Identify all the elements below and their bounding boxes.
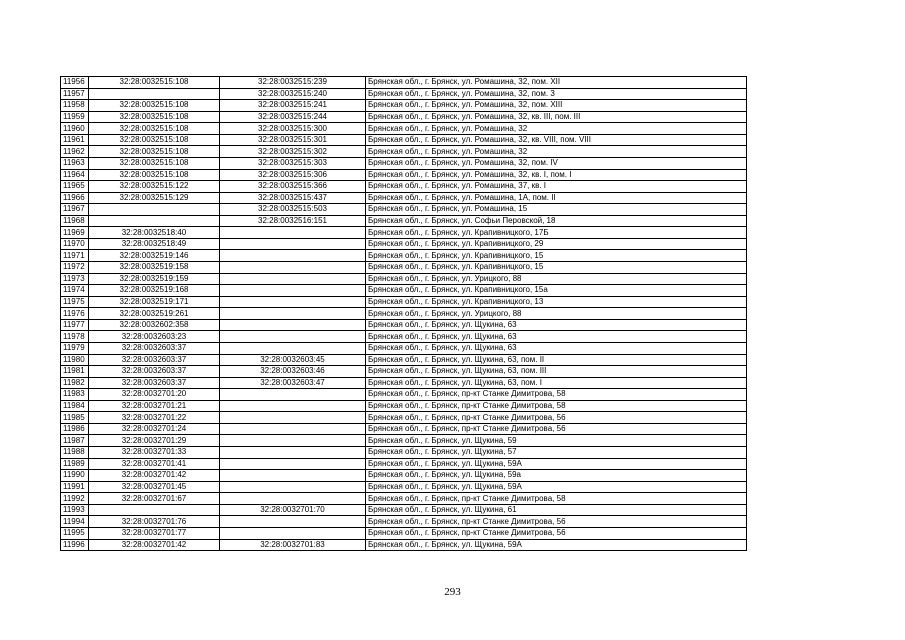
address-cell: Брянская обл., г. Брянск, ул. Крапивницкого, 15	[366, 250, 747, 262]
land-cadastral-number-cell: 32:28:0032603:37	[89, 377, 220, 389]
land-cadastral-number-cell: 32:28:0032515:108	[89, 100, 220, 112]
land-cadastral-number-cell: 32:28:0032519:171	[89, 296, 220, 308]
row-number-cell: 11963	[61, 157, 89, 169]
address-cell: Брянская обл., г. Брянск, ул. Софьи Перовской, 18	[366, 215, 747, 227]
address-cell: Брянская обл., г. Брянск, ул. Крапивницкого, 15а	[366, 285, 747, 297]
table-row	[61, 100, 747, 112]
land-cadastral-number-cell	[89, 88, 220, 100]
row-number-cell: 11996	[61, 539, 89, 551]
table-row	[61, 400, 747, 412]
row-number-cell: 11994	[61, 516, 89, 528]
object-cadastral-number-cell	[220, 331, 366, 343]
land-cadastral-number-cell	[89, 204, 220, 216]
row-number-cell: 11971	[61, 250, 89, 262]
row-number-cell: 11976	[61, 308, 89, 320]
row-number-cell: 11960	[61, 123, 89, 135]
object-cadastral-number-cell	[220, 319, 366, 331]
object-cadastral-number-cell	[220, 470, 366, 482]
table-row	[61, 412, 747, 424]
address-cell: Брянская обл., г. Брянск, ул. Щукина, 63	[366, 331, 747, 343]
object-cadastral-number-cell	[220, 273, 366, 285]
object-cadastral-number-cell: 32:28:0032515:240	[220, 88, 366, 100]
land-cadastral-number-cell: 32:28:0032701:21	[89, 400, 220, 412]
cadastral-table-body	[61, 77, 747, 551]
table-row	[61, 481, 747, 493]
land-cadastral-number-cell: 32:28:0032701:42	[89, 539, 220, 551]
address-cell: Брянская обл., г. Брянск, ул. Щукина, 61	[366, 504, 747, 516]
table-row	[61, 366, 747, 378]
table-row	[61, 134, 747, 146]
table-row	[61, 458, 747, 470]
table-row	[61, 527, 747, 539]
address-cell: Брянская обл., г. Брянск, ул. Ромашина, 15	[366, 204, 747, 216]
object-cadastral-number-cell	[220, 296, 366, 308]
row-number-cell: 11973	[61, 273, 89, 285]
address-cell: Брянская обл., г. Брянск, пр-кт Станке Димитрова, 56	[366, 423, 747, 435]
table-row	[61, 470, 747, 482]
address-cell: Брянская обл., г. Брянск, ул. Ромашина, 32	[366, 146, 747, 158]
address-cell: Брянская обл., г. Брянск, ул. Щукина, 63	[366, 342, 747, 354]
address-cell: Брянская обл., г. Брянск, ул. Крапивницкого, 13	[366, 296, 747, 308]
row-number-cell: 11959	[61, 111, 89, 123]
address-cell: Брянская обл., г. Брянск, ул. Щукина, 57	[366, 447, 747, 459]
row-number-cell: 11978	[61, 331, 89, 343]
table-row	[61, 539, 747, 551]
land-cadastral-number-cell: 32:28:0032701:42	[89, 470, 220, 482]
table-row	[61, 354, 747, 366]
land-cadastral-number-cell: 32:28:0032518:49	[89, 238, 220, 250]
object-cadastral-number-cell	[220, 447, 366, 459]
address-cell: Брянская обл., г. Брянск, ул. Крапивницкого, 29	[366, 238, 747, 250]
table-row	[61, 146, 747, 158]
table-row	[61, 123, 747, 135]
land-cadastral-number-cell: 32:28:0032603:23	[89, 331, 220, 343]
land-cadastral-number-cell: 32:28:0032701:29	[89, 435, 220, 447]
object-cadastral-number-cell	[220, 481, 366, 493]
address-cell: Брянская обл., г. Брянск, ул. Щукина, 63	[366, 319, 747, 331]
table-row	[61, 181, 747, 193]
address-cell: Брянская обл., г. Брянск, ул. Урицкого, 88	[366, 273, 747, 285]
object-cadastral-number-cell: 32:28:0032515:300	[220, 123, 366, 135]
row-number-cell: 11990	[61, 470, 89, 482]
address-cell: Брянская обл., г. Брянск, ул. Ромашина, 32, кв. I, пом. I	[366, 169, 747, 181]
table-row	[61, 88, 747, 100]
object-cadastral-number-cell: 32:28:0032515:302	[220, 146, 366, 158]
object-cadastral-number-cell: 32:28:0032515:306	[220, 169, 366, 181]
table-row	[61, 516, 747, 528]
table-row	[61, 331, 747, 343]
land-cadastral-number-cell: 32:28:0032701:77	[89, 527, 220, 539]
object-cadastral-number-cell: 32:28:0032515:244	[220, 111, 366, 123]
object-cadastral-number-cell	[220, 412, 366, 424]
address-cell: Брянская обл., г. Брянск, ул. Щукина, 59	[366, 435, 747, 447]
object-cadastral-number-cell: 32:28:0032603:47	[220, 377, 366, 389]
object-cadastral-number-cell	[220, 342, 366, 354]
address-cell: Брянская обл., г. Брянск, ул. Крапивницкого, 15	[366, 262, 747, 274]
object-cadastral-number-cell	[220, 423, 366, 435]
address-cell: Брянская обл., г. Брянск, ул. Щукина, 59А	[366, 539, 747, 551]
row-number-cell: 11993	[61, 504, 89, 516]
row-number-cell: 11983	[61, 389, 89, 401]
row-number-cell: 11977	[61, 319, 89, 331]
row-number-cell: 11989	[61, 458, 89, 470]
object-cadastral-number-cell: 32:28:0032515:241	[220, 100, 366, 112]
table-row	[61, 227, 747, 239]
row-number-cell: 11961	[61, 134, 89, 146]
address-cell: Брянская обл., г. Брянск, ул. Щукина, 59а	[366, 470, 747, 482]
land-cadastral-number-cell: 32:28:0032515:108	[89, 169, 220, 181]
address-cell: Брянская обл., г. Брянск, ул. Ромашина, 32	[366, 123, 747, 135]
table-row	[61, 447, 747, 459]
object-cadastral-number-cell: 32:28:0032515:303	[220, 157, 366, 169]
object-cadastral-number-cell: 32:28:0032603:46	[220, 366, 366, 378]
address-cell: Брянская обл., г. Брянск, ул. Щукина, 59А	[366, 458, 747, 470]
table-row	[61, 192, 747, 204]
table-row	[61, 389, 747, 401]
address-cell: Брянская обл., г. Брянск, ул. Урицкого, 88	[366, 308, 747, 320]
object-cadastral-number-cell: 32:28:0032515:503	[220, 204, 366, 216]
object-cadastral-number-cell	[220, 458, 366, 470]
table-row	[61, 250, 747, 262]
address-cell: Брянская обл., г. Брянск, ул. Щукина, 63, пом. I	[366, 377, 747, 389]
land-cadastral-number-cell: 32:28:0032519:168	[89, 285, 220, 297]
page-number: 293	[444, 586, 461, 598]
land-cadastral-number-cell: 32:28:0032701:67	[89, 493, 220, 505]
table-row	[61, 273, 747, 285]
land-cadastral-number-cell: 32:28:0032701:33	[89, 447, 220, 459]
address-cell: Брянская обл., г. Брянск, пр-кт Станке Димитрова, 58	[366, 400, 747, 412]
address-cell: Брянская обл., г. Брянск, пр-кт Станке Димитрова, 56	[366, 412, 747, 424]
object-cadastral-number-cell	[220, 227, 366, 239]
row-number-cell: 11958	[61, 100, 89, 112]
address-cell: Брянская обл., г. Брянск, пр-кт Станке Димитрова, 58	[366, 493, 747, 505]
land-cadastral-number-cell: 32:28:0032701:20	[89, 389, 220, 401]
land-cadastral-number-cell: 32:28:0032519:146	[89, 250, 220, 262]
object-cadastral-number-cell: 32:28:0032515:437	[220, 192, 366, 204]
address-cell: Брянская обл., г. Брянск, ул. Ромашина, 32, кв. III, пом. III	[366, 111, 747, 123]
row-number-cell: 11981	[61, 366, 89, 378]
table-row	[61, 296, 747, 308]
row-number-cell: 11964	[61, 169, 89, 181]
land-cadastral-number-cell	[89, 215, 220, 227]
table-row	[61, 504, 747, 516]
row-number-cell: 11969	[61, 227, 89, 239]
row-number-cell: 11965	[61, 181, 89, 193]
table-row	[61, 215, 747, 227]
table-row	[61, 77, 747, 89]
object-cadastral-number-cell	[220, 308, 366, 320]
row-number-cell: 11957	[61, 88, 89, 100]
land-cadastral-number-cell: 32:28:0032519:158	[89, 262, 220, 274]
row-number-cell: 11975	[61, 296, 89, 308]
address-cell: Брянская обл., г. Брянск, ул. Крапивницкого, 17Б	[366, 227, 747, 239]
land-cadastral-number-cell: 32:28:0032515:122	[89, 181, 220, 193]
land-cadastral-number-cell: 32:28:0032701:22	[89, 412, 220, 424]
row-number-cell: 11974	[61, 285, 89, 297]
address-cell: Брянская обл., г. Брянск, пр-кт Станке Димитрова, 56	[366, 516, 747, 528]
land-cadastral-number-cell: 32:28:0032701:45	[89, 481, 220, 493]
row-number-cell: 11979	[61, 342, 89, 354]
table-row	[61, 342, 747, 354]
table-row	[61, 377, 747, 389]
cadastral-table	[60, 76, 747, 551]
row-number-cell: 11985	[61, 412, 89, 424]
land-cadastral-number-cell: 32:28:0032515:108	[89, 77, 220, 89]
table-row	[61, 157, 747, 169]
object-cadastral-number-cell: 32:28:0032701:70	[220, 504, 366, 516]
object-cadastral-number-cell	[220, 285, 366, 297]
object-cadastral-number-cell: 32:28:0032603:45	[220, 354, 366, 366]
object-cadastral-number-cell: 32:28:0032516:151	[220, 215, 366, 227]
land-cadastral-number-cell: 32:28:0032701:76	[89, 516, 220, 528]
address-cell: Брянская обл., г. Брянск, ул. Ромашина, 1А, пом. II	[366, 192, 747, 204]
land-cadastral-number-cell: 32:28:0032603:37	[89, 354, 220, 366]
land-cadastral-number-cell: 32:28:0032602:358	[89, 319, 220, 331]
table-row	[61, 238, 747, 250]
object-cadastral-number-cell	[220, 435, 366, 447]
object-cadastral-number-cell: 32:28:0032515:366	[220, 181, 366, 193]
land-cadastral-number-cell: 32:28:0032701:41	[89, 458, 220, 470]
address-cell: Брянская обл., г. Брянск, ул. Щукина, 63, пом. III	[366, 366, 747, 378]
object-cadastral-number-cell	[220, 238, 366, 250]
address-cell: Брянская обл., г. Брянск, ул. Ромашина, 32, кв. VIII, пом. VIII	[366, 134, 747, 146]
object-cadastral-number-cell	[220, 389, 366, 401]
address-cell: Брянская обл., г. Брянск, ул. Ромашина, 37, кв. I	[366, 181, 747, 193]
address-cell: Брянская обл., г. Брянск, ул. Ромашина, 32, пом. 3	[366, 88, 747, 100]
object-cadastral-number-cell	[220, 527, 366, 539]
object-cadastral-number-cell	[220, 493, 366, 505]
land-cadastral-number-cell: 32:28:0032603:37	[89, 366, 220, 378]
table-row	[61, 423, 747, 435]
row-number-cell: 11984	[61, 400, 89, 412]
row-number-cell: 11962	[61, 146, 89, 158]
address-cell: Брянская обл., г. Брянск, ул. Щукина, 59А	[366, 481, 747, 493]
table-row	[61, 285, 747, 297]
table-row	[61, 319, 747, 331]
row-number-cell: 11982	[61, 377, 89, 389]
land-cadastral-number-cell: 32:28:0032519:261	[89, 308, 220, 320]
row-number-cell: 11972	[61, 262, 89, 274]
row-number-cell: 11995	[61, 527, 89, 539]
land-cadastral-number-cell: 32:28:0032519:159	[89, 273, 220, 285]
object-cadastral-number-cell: 32:28:0032515:301	[220, 134, 366, 146]
address-cell: Брянская обл., г. Брянск, ул. Ромашина, 32, пом. XII	[366, 77, 747, 89]
table-row	[61, 204, 747, 216]
row-number-cell: 11968	[61, 215, 89, 227]
object-cadastral-number-cell	[220, 516, 366, 528]
row-number-cell: 11980	[61, 354, 89, 366]
row-number-cell: 11966	[61, 192, 89, 204]
row-number-cell: 11970	[61, 238, 89, 250]
address-cell: Брянская обл., г. Брянск, пр-кт Станке Димитрова, 58	[366, 389, 747, 401]
row-number-cell: 11987	[61, 435, 89, 447]
address-cell: Брянская обл., г. Брянск, пр-кт Станке Димитрова, 56	[366, 527, 747, 539]
land-cadastral-number-cell: 32:28:0032515:108	[89, 157, 220, 169]
row-number-cell: 11956	[61, 77, 89, 89]
row-number-cell: 11967	[61, 204, 89, 216]
land-cadastral-number-cell: 32:28:0032515:129	[89, 192, 220, 204]
land-cadastral-number-cell: 32:28:0032515:108	[89, 111, 220, 123]
address-cell: Брянская обл., г. Брянск, ул. Щукина, 63, пом. II	[366, 354, 747, 366]
land-cadastral-number-cell: 32:28:0032515:108	[89, 134, 220, 146]
address-cell: Брянская обл., г. Брянск, ул. Ромашина, 32, пом. IV	[366, 157, 747, 169]
row-number-cell: 11988	[61, 447, 89, 459]
land-cadastral-number-cell: 32:28:0032515:108	[89, 146, 220, 158]
object-cadastral-number-cell	[220, 250, 366, 262]
object-cadastral-number-cell: 32:28:0032515:239	[220, 77, 366, 89]
table-row	[61, 435, 747, 447]
land-cadastral-number-cell: 32:28:0032515:108	[89, 123, 220, 135]
land-cadastral-number-cell: 32:28:0032603:37	[89, 342, 220, 354]
table-row	[61, 111, 747, 123]
land-cadastral-number-cell	[89, 504, 220, 516]
object-cadastral-number-cell	[220, 262, 366, 274]
object-cadastral-number-cell	[220, 400, 366, 412]
address-cell: Брянская обл., г. Брянск, ул. Ромашина, 32, пом. XIII	[366, 100, 747, 112]
table-row	[61, 169, 747, 181]
row-number-cell: 11991	[61, 481, 89, 493]
land-cadastral-number-cell: 32:28:0032701:24	[89, 423, 220, 435]
object-cadastral-number-cell: 32:28:0032701:83	[220, 539, 366, 551]
table-row	[61, 262, 747, 274]
land-cadastral-number-cell: 32:28:0032518:40	[89, 227, 220, 239]
table-row	[61, 493, 747, 505]
row-number-cell: 11986	[61, 423, 89, 435]
table-row	[61, 308, 747, 320]
row-number-cell: 11992	[61, 493, 89, 505]
